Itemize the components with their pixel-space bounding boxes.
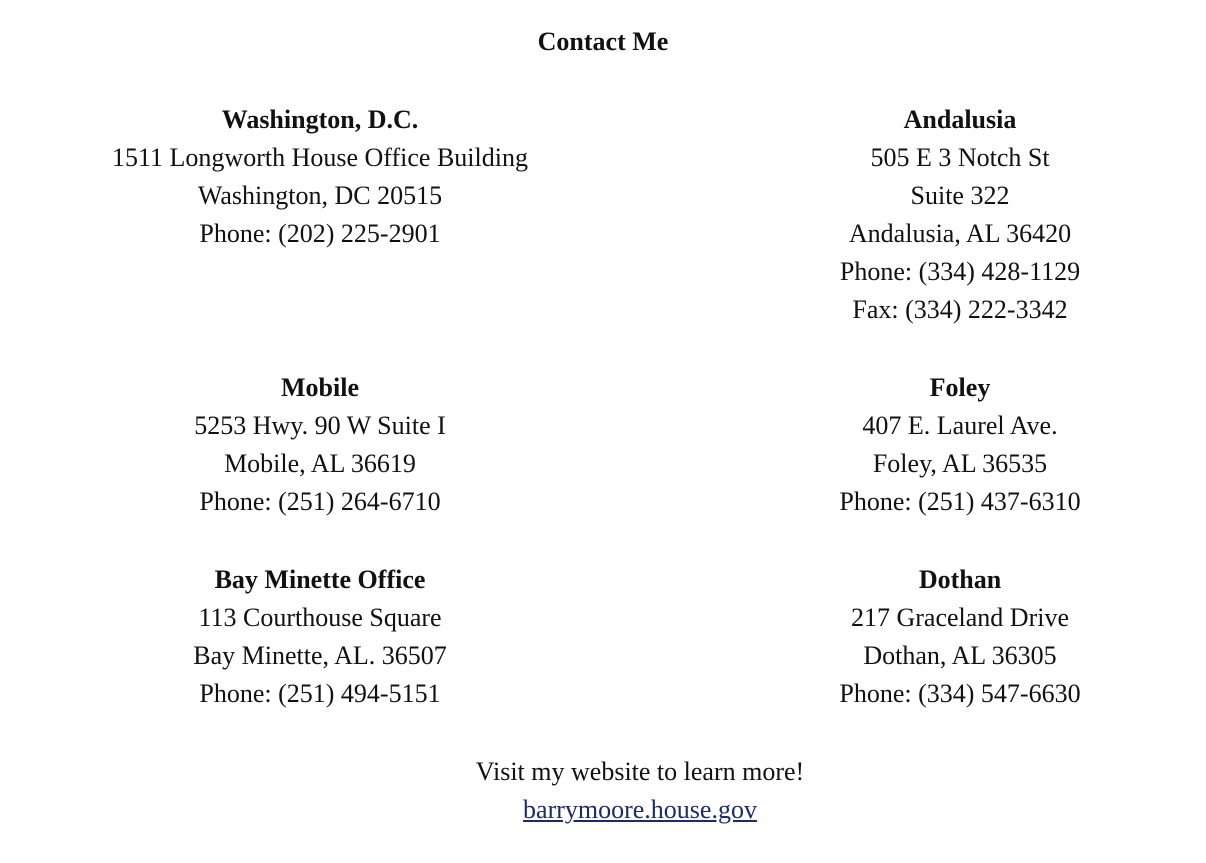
office-city-line: Dothan, AL 36305 (863, 641, 1057, 670)
office-city-line: Andalusia, AL 36420 (848, 219, 1072, 248)
office-address-line: 407 E. Laurel Ave. (862, 411, 1058, 440)
office-foley (660, 369, 1206, 521)
page-title: Contact Me (537, 27, 669, 56)
office-address-line: 217 Graceland Drive (850, 603, 1070, 632)
office-phone: Phone: (251) 437-6310 (839, 487, 1081, 516)
office-address-line: 113 Courthouse Square (198, 603, 442, 632)
office-name: Bay Minette Office (214, 565, 426, 594)
office-name: Andalusia (903, 105, 1017, 134)
office-andalusia (660, 101, 1206, 329)
office-phone: Phone: (334) 428-1129 (839, 257, 1081, 286)
office-suite-line: Suite 322 (910, 181, 1010, 210)
office-name: Foley (929, 373, 991, 402)
office-phone: Phone: (334) 547-6630 (839, 679, 1081, 708)
office-city-line: Foley, AL 36535 (872, 449, 1048, 478)
footer (340, 753, 940, 829)
office-address-line: 1511 Longworth House Office Building (112, 143, 528, 172)
office-name: Mobile (281, 373, 359, 402)
office-washington-dc (20, 101, 620, 253)
footer-text: Visit my website to learn more! (475, 757, 805, 786)
office-phone: Phone: (251) 494-5151 (199, 679, 441, 708)
office-address-line: 505 E 3 Notch St (870, 143, 1050, 172)
website-link[interactable]: barrymoore.house.gov (523, 795, 757, 824)
office-city-line: Washington, DC 20515 (197, 181, 443, 210)
office-dothan (660, 561, 1206, 713)
office-address-line: 5253 Hwy. 90 W Suite I (194, 411, 446, 440)
office-phone: Phone: (251) 264-6710 (199, 487, 441, 516)
office-name: Washington, D.C. (221, 105, 419, 134)
office-city-line: Bay Minette, AL. 36507 (193, 641, 447, 670)
office-mobile (20, 369, 620, 521)
office-fax: Fax: (334) 222-3342 (852, 295, 1068, 324)
office-name: Dothan (918, 565, 1002, 594)
office-city-line: Mobile, AL 36619 (224, 449, 416, 478)
office-phone: Phone: (202) 225-2901 (199, 219, 441, 248)
office-bay-minette (20, 561, 620, 713)
